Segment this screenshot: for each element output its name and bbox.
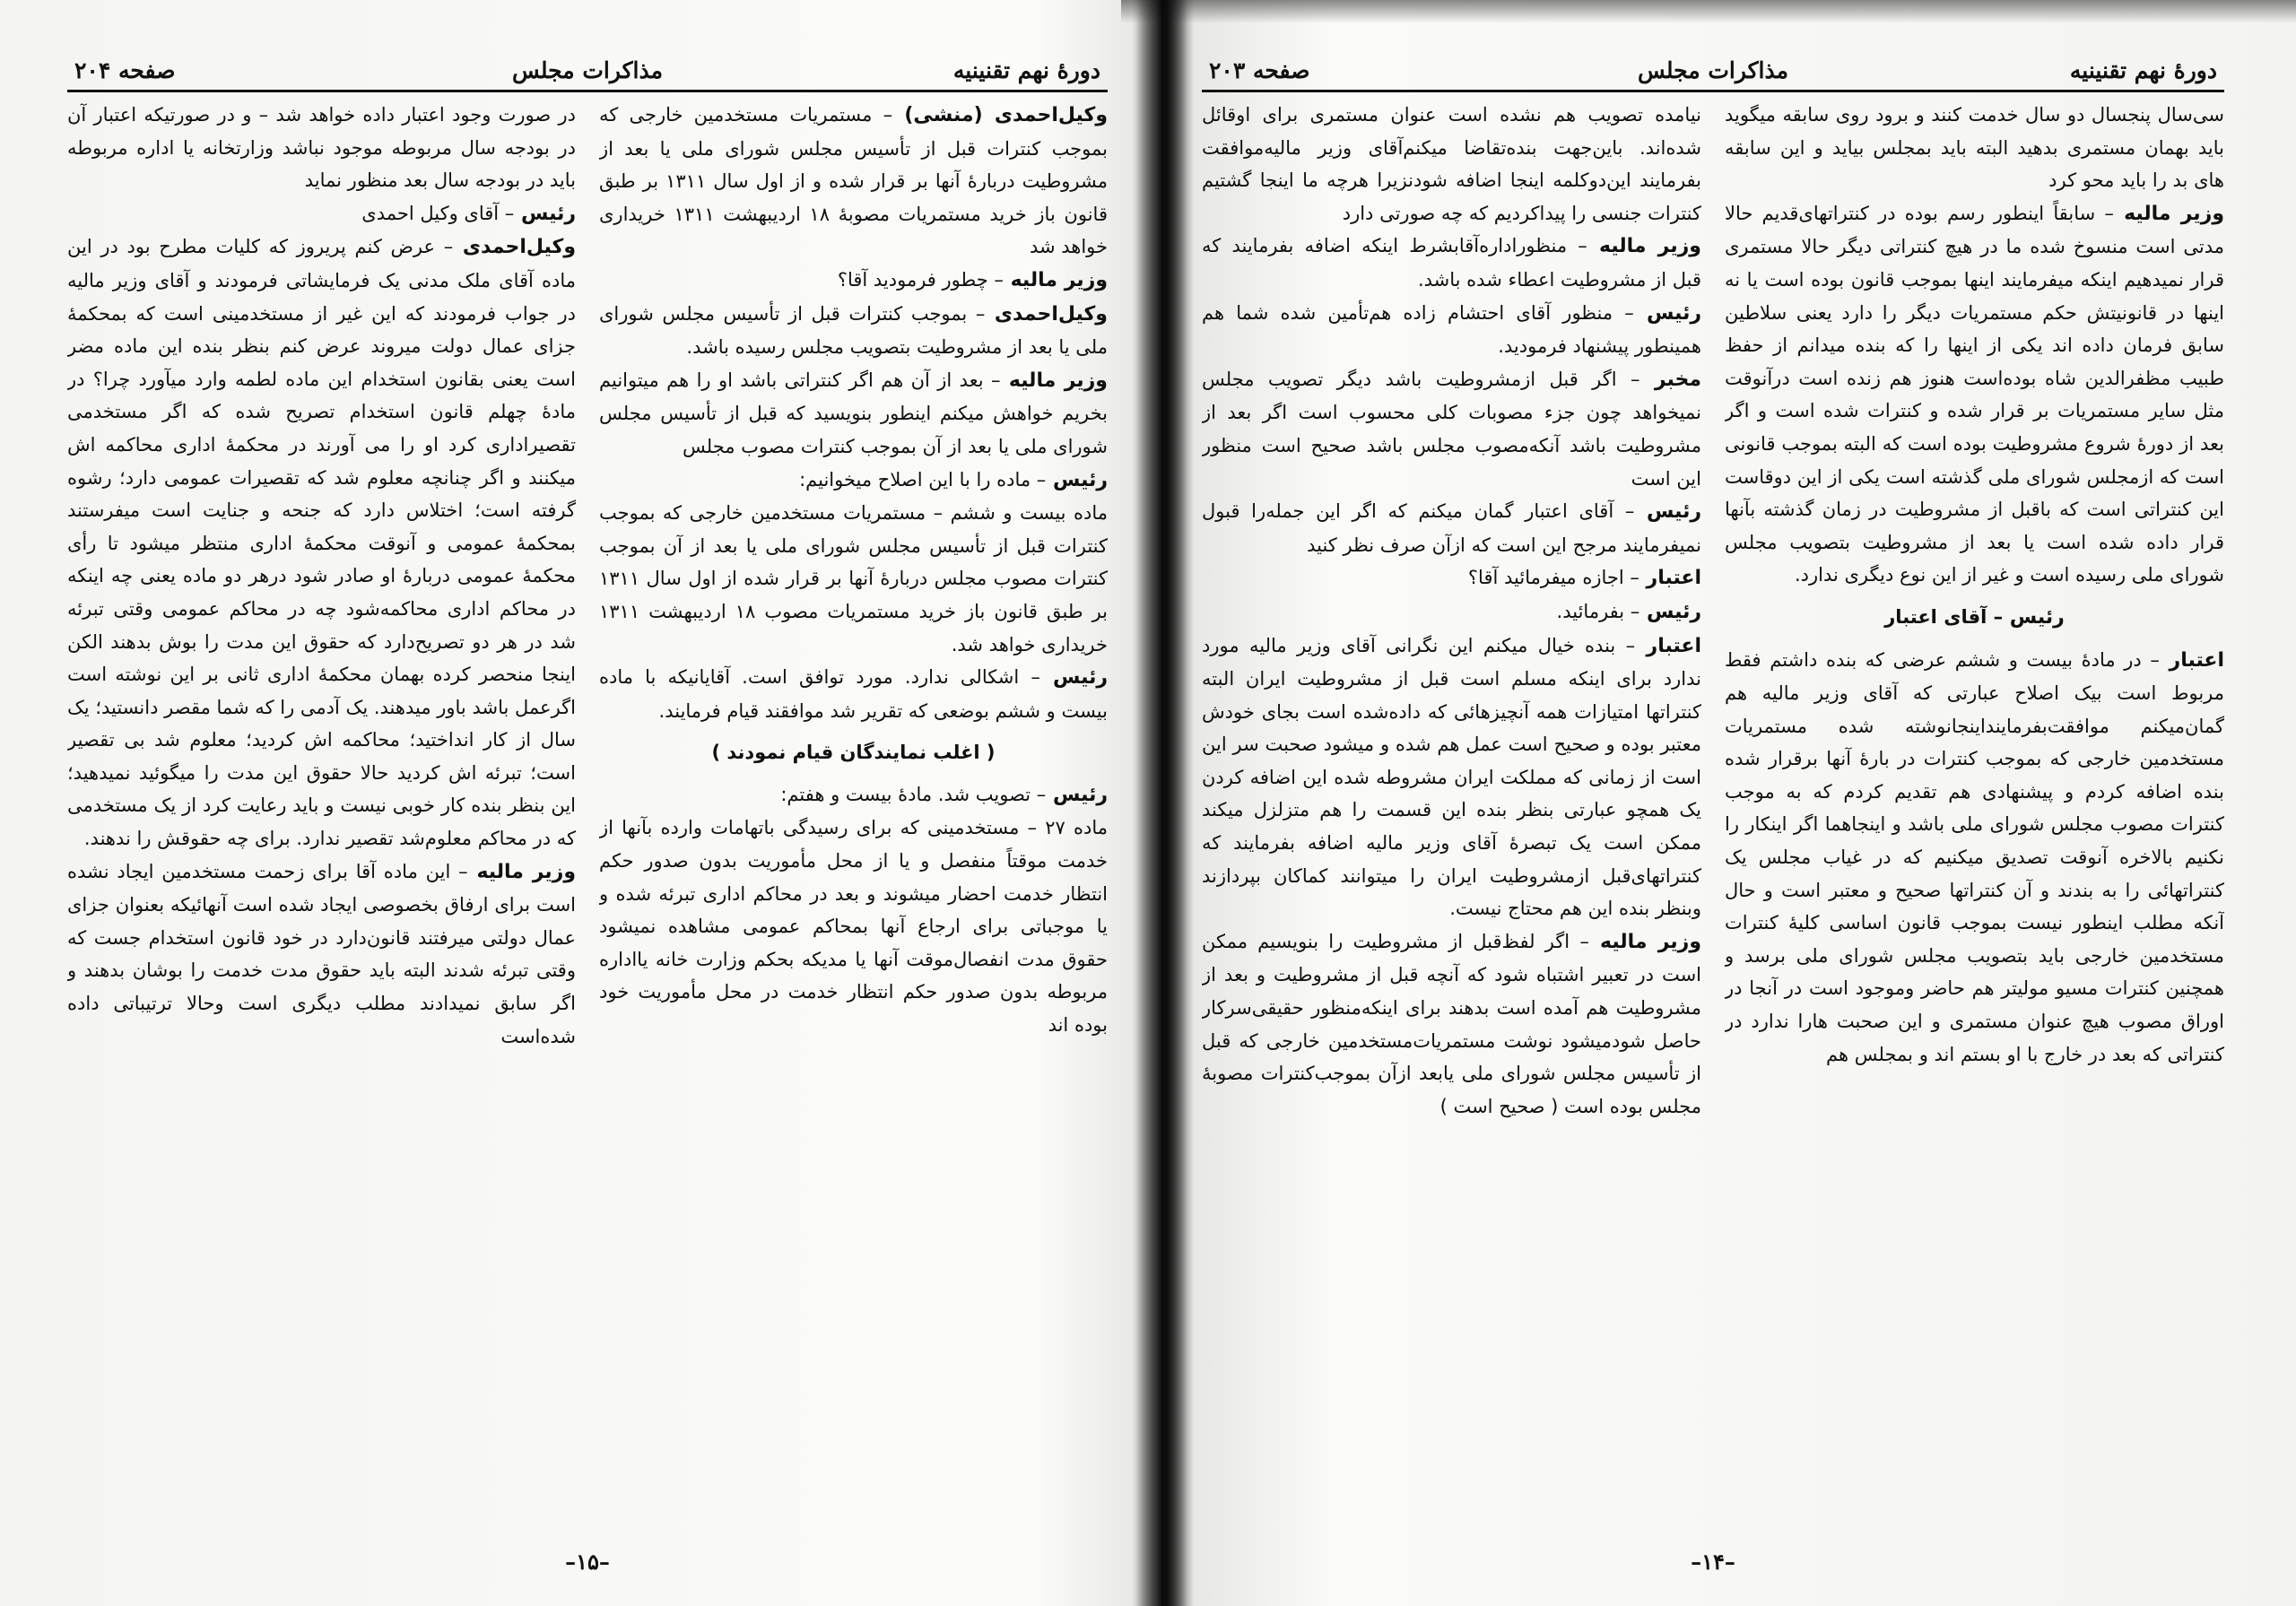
right-column-right <box>1725 99 2224 1523</box>
right-page-title: مذاکرات مجلس <box>1637 57 1789 83</box>
paragraph-text: – چطور فرمودید آقا؟ <box>837 268 1004 291</box>
speaker-name: رئیس <box>1052 468 1108 491</box>
speaker-name: اعتبار <box>1646 634 1701 657</box>
right-page <box>1202 34 2224 1594</box>
paragraph <box>599 812 1108 1041</box>
paragraph-text: نیامده تصویب هم نشده است عنوان مستمری برای اوقائل شده‌اند. باین‌جهت بنده‌تقاضا میکنم‌آقای وزیر مالیه‌موافقت بفرمایند این‌دوکلمه اینجا اضافه شودنزیرا هرچه ما اینجا گشتیم کنترات جنسی را پیداکردیم که چه صورتی دارد <box>1202 104 1701 224</box>
speaker-name: رئیس <box>1052 666 1108 690</box>
left-columns <box>67 99 1108 1523</box>
paragraph-text: – اجازه میفرمائید آقا؟ <box>1467 567 1639 589</box>
speaker-name: رئیس <box>1646 500 1701 524</box>
paragraph <box>1202 230 1701 296</box>
right-page-label: صفحه ۲۰۳ <box>1209 57 1310 83</box>
speaker-name: وزیر مالیه <box>2124 202 2224 225</box>
paragraph-text: – عرض کنم پریروز که کلیات مطرح بود در این ماده آقای ملک مدنی یک فرمایشاتی فرمودند و آقای وزیر مالیه در جواب فرمودند که این غیر از مستخدمینی است که بمحکمهٔ جزای عمال دولت میروند عرض کنم بنظر بنده این ماده مضر است یعنی بقانون استخدام این ماده لطمه وارد میآورد چرا؟ در مادهٔ چهلم قانون استخدام تصریح شده که اگر مستخدمی تقصیراداری کرد او را می آورند در محکمهٔ اداری محاکمه اش میکنند و اگر چنانچه معلوم شد که تقصیرات عمومی دارد؛ رشوه گرفته است؛ اختلاس دارد که جنحه و جنایت است میفرستند بمحکمهٔ عمومی و آنوقت محکمهٔ اداری منتظر میشود تا رأی محکمهٔ عمومی دربارهٔ او صادر شود درهر دو ماده یعنی چه اینکه در محاکم اداری محاکمه‌شود چه در محاکم عمومی وقتی تبرئه شد در هر دو تصریح‌دارد که حقوق این مدت را بوش بدهند الکن اینجا منحصر کرده بهمان محکمهٔ اداری ثانی بر این نوشته است اگرعمل باشد باور میدهند. یک آدمی را که شما مقصر دانستید؛ یک سال از کار انداختید؛ محاکمه اش کردید؛ معلوم شد بی تقصیر است؛ تبرئه اش کردید حالا حقوق این مدت را میگوئید نمیدهید؛ این بنظر بنده کار خوبی نیست و باید رعایت کرد از یک مستخدمی که در محاکم معلوم‌شد تقصیر ندارد. برای چه حقوقش را ندهند. <box>67 236 576 850</box>
right-session: دورهٔ نهم تقنینیه <box>2069 57 2217 83</box>
left-page <box>67 34 1108 1594</box>
paragraph-text: – آقای وکیل احمدی <box>361 202 515 224</box>
left-column-right <box>599 99 1108 1523</box>
speaker-name: رئیس <box>1052 783 1108 806</box>
speaker-name: وکیل‌احمدی (منشی) <box>904 104 1108 126</box>
paragraph-text: سی‌سال پنجسال دو سال خدمت کنند و برود روی سابقه میگوید باید بهمان مستمری بدهید البته باید بمجلس بیاید و این سابقه های بد را باید محو کرد <box>1725 104 2224 192</box>
paragraph-text: – بموجب کنترات قبل از تأسیس مجلس شورای ملی یا بعد از مشروطیت بتصویب مجلس رسیده باشد. <box>599 302 1108 359</box>
paragraph-text: – منظور‌اداره‌آقا‌بشرط اینکه اضافه بفرمایند که قبل از مشروطیت اعطاء شده باشد. <box>1202 235 1701 291</box>
left-page-title: مذاکرات مجلس <box>511 57 664 83</box>
paragraph-text: – بنده خیال میکنم این نگرانی آقای وزیر مالیه مورد ندارد برای اینکه مسلم است قبل از مشروطیت ایران البته کنتراتها امتیازات همه آنچیزهائی که داده‌شده است بجای خودش معتبر بوده و صحیح است عمل هم شده و میشود صحبت سر این است از زمانی که مملکت ایران مشروطه شده این اضافه کردن یک همچو عبارتی بنظر بنده این قسمت را هم متزلزل میکند ممکن است یک تبصرهٔ آقای وزیر مالیه اضافه بفرمایند که کنتراتهای‌قبل ازمشروطیت ایران را میتوانند کماکان بپردازند وبنظر بنده این هم محتاج نیست. <box>1202 634 1701 920</box>
left-column-left <box>67 99 576 1523</box>
paragraph <box>599 298 1108 364</box>
paragraph <box>1202 595 1701 629</box>
paragraph-text: ( اغلب نمایندگان قیام نمودند ) <box>711 742 996 764</box>
paragraph <box>1202 495 1701 561</box>
paragraph-text: – اگر قبل ازمشروطیت باشد دیگر تصویب مجلس نمیخواهد چون جزء مصوبات کلی محسوب است اگر بعد از مشروطیت باشد آنکه‌مصوب مجلس باشد صحیح است منظور این است <box>1202 368 1701 490</box>
paragraph-text: – آقای اعتبار <box>1884 605 2004 628</box>
right-column-left <box>1202 99 1701 1523</box>
paragraph-text: – این ماده آقا برای زحمت مستخدمین ایجاد نشده است برای ارفاق بخصوصی ایجاد شده است آنهائیکه بعنوان جزای عمال دولتی میرفتند قانون‌دارد در خود قانون استخدام جست که وقتی تبرئه شدند البته باید حقوق مدت خدمت را بوشان بدهند و اگر سابق نمیدادند مطلب دیگری است وحالا ترتیباتی داده شده‌است <box>67 860 576 1047</box>
paragraph <box>599 661 1108 727</box>
left-page-label: صفحه ۲۰۴ <box>74 57 176 83</box>
left-page-number: –۱۵– <box>565 1549 610 1575</box>
speaker-name: وکیل‌احمدی <box>994 302 1108 326</box>
speaker-name: رئیس <box>1646 301 1701 325</box>
paragraph <box>599 264 1108 298</box>
speaker-name: وزیر مالیه <box>1010 268 1108 291</box>
paragraph-text: – اشکالی ندارد. مورد توافق است. آقایانیکه با ماده بیست و ششم بوضعی که تقریر شد موافقند قیام فرمایند. <box>599 666 1108 722</box>
speaker-name: رئیس <box>520 202 576 225</box>
paragraph <box>67 99 576 197</box>
paragraph <box>599 99 1108 264</box>
paragraph <box>1202 561 1701 595</box>
right-running-head <box>1202 54 2224 92</box>
left-session: دورهٔ نهم تقنینیه <box>952 57 1100 83</box>
paragraph <box>1202 99 1701 230</box>
paragraph <box>1725 601 2224 635</box>
paragraph <box>599 464 1108 498</box>
paragraph-text: – مستمریات مستخدمین خارجی که بموجب کنترات قبل از تأسیس مجلس شورای ملی یا بعد از مشروطیت دربارهٔ آنها بر قرار شده و از اول سال ۱۳۱۱ بر طبق قانون باز خرید مستمریات مصوبهٔ ۱۸ اردیبهشت ۱۳۱۱ خریداری خواهد شد <box>599 104 1108 258</box>
paragraph <box>1725 99 2224 197</box>
right-columns <box>1202 99 2224 1523</box>
paragraph-text: – اگر لفظ‌قبل از مشروطیت را بنویسیم ممکن است در تعبیر اشتباه شود که آنچه قبل از مشروطیت و بعد از مشروطیت هم آمده است بدهند برای اینکه‌منظور حقیقی‌سرکار حاصل شودمیشود نوشت مستمریات‌مستخدمین خارجی که قبل از تأسیس مجلس شورای ملی یابعد ازآن بموجب‌کنترات مصوبهٔ مجلس بوده است ( صحیح است ) <box>1202 930 1701 1117</box>
speaker-name: وزیر مالیه <box>476 860 576 883</box>
paragraph-text: – بفرمائید. <box>1556 600 1640 622</box>
paragraph-text: در صورت وجود اعتبار داده خواهد شد – و در صورتیکه اعتبار آن در بودجه سال مربوطه موجود نباشد وزارتخانه یا اداره مربوطه باید در بودجه سال بعد منظور نماید <box>67 104 576 192</box>
speaker-name: رئیس <box>2009 605 2065 629</box>
speaker-name: وزیر مالیه <box>1599 235 1701 258</box>
paragraph <box>67 197 576 231</box>
speaker-name: اعتبار <box>1646 567 1701 590</box>
speaker-name: اعتبار <box>2169 648 2224 672</box>
left-running-head <box>67 54 1108 92</box>
paragraph-text: ماده ۲۷ – مستخدمینی که برای رسیدگی باتهامات وارده بآنها از خدمت موقتاً منفصل و یا از محل مأموریت بدون صدور حکم انتظار خدمت احضار میشوند و بعد در محاکم اداری تبرئه شده و یا موجباتی برای ارجاع آنها بمحاکم عمومی مشاهده نمیشود حقوق مدت انفصال‌موقت آنها یا مدیکه بحکم وزارت خانه یا‌اداره مربوطه بدون صدور حکم انتظار خدمت در محل مأموریت خود بوده اند <box>599 817 1108 1037</box>
paragraph <box>599 736 1108 769</box>
paragraph <box>1202 363 1701 495</box>
paragraph-text: – منظور آقای احتشام زاده هم‌تأمین شده شما هم همینطور پیشنهاد فرمودید. <box>1202 301 1701 358</box>
speaker-name: وکیل‌احمدی <box>462 236 576 259</box>
paragraph <box>599 497 1108 661</box>
paragraph <box>1202 629 1701 925</box>
paragraph-text: – آقای اعتبار گمان میکنم که اگر این جمله‌را قبول نمیفرمایند مرجح این است که ازآن صرف نظر کنید <box>1202 500 1701 556</box>
paragraph <box>1202 297 1701 363</box>
paragraph <box>67 855 576 1054</box>
paragraph-text: – تصویب شد. مادهٔ بیست و هفتم: <box>780 783 1047 805</box>
speaker-name: رئیس <box>1646 600 1701 623</box>
paragraph <box>1725 197 2224 592</box>
paragraph <box>599 778 1108 812</box>
paragraph-text: ماده بیست و ششم – مستمریات مستخدمین خارجی که بموجب کنترات قبل از تأسیس مجلس شورای ملی یا بعد از آن بموجب کنترات مصوب مجلس دربارهٔ آنها بر قرار شده از اول سال ۱۳۱۱ بر طبق قانون باز خرید مستمریات مصوب ۱۸ اردیبهشت ۱۳۱۱ خریداری خواهد شد. <box>599 502 1108 655</box>
speaker-name: مخبر <box>1654 368 1701 391</box>
paragraph-text: – در مادهٔ بیست و ششم عرضی که بنده داشتم فقط مربوط است بیک اصلاح عبارتی که آقای وزیر مالیه هم گمان‌میکنم موافقت‌بفرمایند‌اینجانوشته شده مستمریات مستخدمین خارجی که بموجب کنترات در بارهٔ آنها برقرار شده بنده اضافه کردم و پیشنهادی هم تقدیم کردم که به موجب کنترات مصوب مجلس شورای ملی باشد و اینجاهما اگر اینکار را نکنیم بالاخره آنوقت تصدیق میکنیم که در غیاب مجلس یک کنتراتهائی را به بندند و آن کنتراتها صحیح و معتبر است و حال آنکه مطلب اینطور نیست بموجب قانون اساسی کلیهٔ کنترات مستخدمین خارجی باید بتصویب مجلس شورای ملی برسد و همچنین کنترات مسیو مولیتر هم حاضر وموجود است در آنجا در اوراق مصوب هیچ عنوان مستمری و این صحبت هارا ندارد در کنتراتی که بعد در خارج با او بستم اند و بمجلس هم <box>1725 648 2224 1065</box>
paragraph-text: – ماده را با این اصلاح میخوانیم: <box>799 468 1047 490</box>
paragraph-text: – سابقاً اینطور رسم بوده در کنتراتهای‌قدیم حالا مدتی است منسوخ شده ما در هیچ کنتراتی دیگر حالا مستمری قرار نمیدهیم اینکه میفرمایند اینها بموجب قانون بوده است یا نه اینها در قانونیتش حکم مستمریات دیگر را دارد یعنی سلاطین سابق فرمان داده اند یکی از اینها را که بنده میدانم از حفظ طبیب مظفرالدین شاه بوده‌است هنوز هم زنده است در‌آنوقت مثل سایر مستمریات بر قرار شده و کنترات شده است و اگر بعد از دورهٔ شروع مشروطیت بوده است که البته بموجب قانونی است که ازمجلس شورای ملی گذشته است یکی از این دوقاست این کنتراتی است که باقبل از مشروطیت در زمان گذشته بآنها قرار داده شده است یا بعد از مشروطیت بتصویب مجلس شورای ملی رسیده است و غیر از این نوع دیگری ندارد. <box>1725 202 2224 586</box>
paragraph <box>1202 925 1701 1124</box>
speaker-name: وزیر مالیه <box>1008 369 1108 392</box>
paragraph <box>67 230 576 855</box>
paragraph <box>599 364 1108 464</box>
right-page-number: –۱۴– <box>1691 1549 1735 1575</box>
paragraph <box>1725 644 2224 1072</box>
paragraph-text: – بعد از آن هم اگر کنتراتی باشد او را هم میتوانیم بخریم خواهش میکنم اینطور بنویسید که قبل از تأسیس مجلس شورای ملی یا بعد از آن بموجب کنترات مصوب مجلس <box>599 369 1108 457</box>
speaker-name: وزیر مالیه <box>1600 930 1701 953</box>
